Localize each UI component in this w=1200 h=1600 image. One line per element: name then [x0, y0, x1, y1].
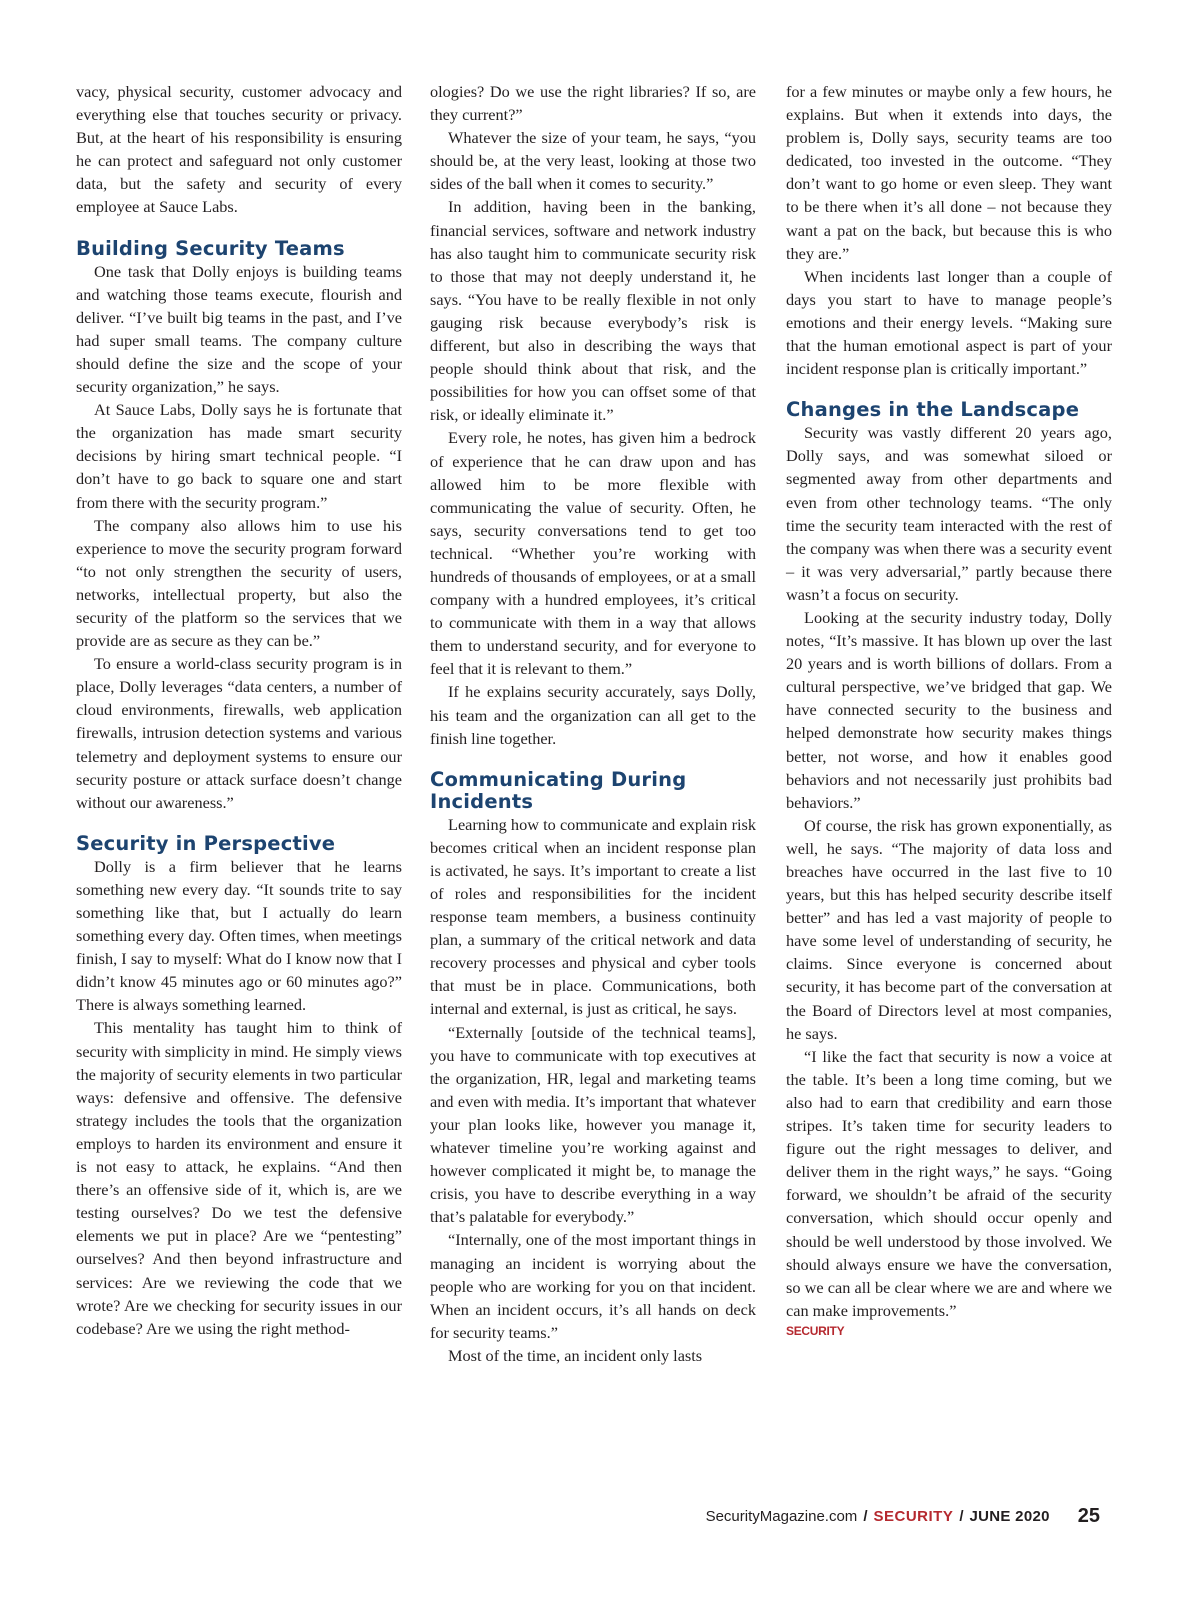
body-paragraph: At Sauce Labs, Dolly says he is fortunate that the organization has made smart security decisions by hiring smart technical people. “I don’t have to go back to square one and start from there with the security program.” [76, 400, 402, 512]
section-heading: Changes in the Landscape [786, 398, 1080, 422]
body-paragraph: “Externally [outside of the technical teams], you have to communicate with top executives at the organization, HR, legal and marketing teams and even with media. It’s important that whatever your plan looks like, however you manage it, whatever timeline you’re working against and however complicated it might be, to manage the crisis, you have to describe everything in a way that’s palatable for everybody.” [430, 1022, 756, 1227]
body-paragraph: Security was vastly different 20 years ago, Dolly says, and was somewhat siloed or segmented away from other departments and even from other technology teams. “The only time the security team interacted with the rest of the company was when there was a security event – it was very adversarial,” partly because there wasn’t a focus on security. [786, 423, 1112, 604]
footer-issue-date: JUNE 2020 [969, 1507, 1050, 1525]
body-paragraph: This mentality has taught him to think of security with simplicity in mind. He simply views the majority of security elements in two particular ways: defensive and offensive. The defensive strategy includes the tools that the organization employs to harden its environment and ensure it is not easy to attack, he explains. “And then there’s an offensive side of it, which is, are we testing ourselves? Do we test the defensive elements we put in place? Are we “pentesting” ourselves? And then beyond infrastructure and services: Are we reviewing the code that we wrote? Are we checking for security issues in our codebase? Are we using the right method- [76, 1018, 402, 1338]
body-paragraph: Looking at the security industry today, Dolly notes, “It’s massive. It has blown up over the last 20 years and is worth billions of dollars. From a cultural perspective, we’ve bridged that gap. We have connected security to the business and helped demonstrate how security makes things better, not worse, and how it enables good behaviors and not necessarily just prohibits bad behaviors.” [786, 607, 1112, 812]
body-paragraph: To ensure a world-class security program is in place, Dolly leverages “data centers, a number of cloud environments, firewalls, web application firewalls, intrusion detection systems and various telemetry and deployment systems to ensure our security posture or attack surface doesn’t change without our awareness.” [76, 654, 402, 812]
section-heading: Communicating During Incidents [430, 767, 687, 813]
footer-separator: / [863, 1507, 868, 1525]
body-paragraph: When incidents last longer than a couple of days you start to have to manage people’s emotions and their energy levels. “Making sure that the human emotional aspect is part of your incident response plan is critically important.” [786, 266, 1112, 379]
body-paragraph: Learning how to communicate and explain risk becomes critical when an incident response plan is activated, he says. It’s important to create a list of roles and responsibilities for the incident response team members, a business continuity plan, a summary of the critical network and data recovery processes and physical and cyber tools that must be in place. Communications, both internal and external, is just as critical, he says. [430, 814, 756, 1019]
column-1 [76, 80, 402, 1340]
body-paragraph: Whatever the size of your team, he says, “you should be, at the very least, looking at those two sides of the ball when it comes to security.” [430, 128, 756, 194]
body-paragraph: One task that Dolly enjoys is building teams and watching those teams execute, flourish and deliver. “I’ve built big teams in the past, and I’ve had super small teams. The company culture should define the size and the scope of your security organization,” he says. [76, 261, 402, 397]
footer-separator: / [959, 1507, 964, 1525]
column-2 [430, 80, 756, 1367]
page-number: 25 [1077, 1504, 1100, 1527]
body-paragraph: If he explains security accurately, says Dolly, his team and the organization can all get to the finish line together. [430, 682, 756, 748]
footer-site: SecurityMagazine.com [705, 1507, 858, 1525]
footer-magazine-name: SECURITY [873, 1507, 954, 1525]
page-footer [600, 1504, 1100, 1528]
body-paragraph: Every role, he notes, has given him a bedrock of experience that he can draw upon and has allowed him to be more flexible with communicating the value of security. Often, he says, security conversations tend to get too technical. “Whether you’re working with hundreds of thousands of employees, or at a small company with a hundred employees, it’s critical to communicate with them in a way that allows them to understand security, and for everyone to feel that it is relevant to them.” [430, 428, 757, 679]
body-paragraph: “Internally, one of the most important things in managing an incident is worrying about the people who are working for you on that incident. When an incident occurs, it’s all hands on deck for security teams.” [430, 1230, 756, 1342]
body-paragraph: In addition, having been in the banking, financial services, software and network industry has also taught him to communicate security risk to those that may not deeply understand it, he says. “You have to be really flexible in not only gauging risk because everybody’s risk is different, but also in describing the ways that people should think about that risk, and the possibilities for how you can offset some of that risk, or ideally eliminate it.” [430, 197, 756, 425]
section-heading: Security in Perspective [76, 831, 336, 855]
column-3 [786, 80, 1112, 1338]
body-paragraph: ologies? Do we use the right libraries? If so, are they current?” [430, 82, 756, 125]
body-paragraph: Of course, the risk has grown exponentially, as well, he says. “The majority of data loss and breaches have occurred in the last five to 10 years, but this has helped security describe itself better” and has led a vast majority of people to have some level of understanding of security, he claims. Since everyone is concerned about security, it has become part of the conversation at the Board of Directors level at most companies, he says. [786, 815, 1112, 1043]
body-paragraph: “I like the fact that security is now a voice at the table. It’s been a long time coming, but we also had to earn that credibility and earn those stripes. It’s taken time for security leaders to figure out the right messages to deliver, and deliver them in the right ways,” he says. “Going forward, we shouldn’t be afraid of the security conversation, which should occur openly and should be well understood by those involved. We should always ensure we have the conversation, so we can all be clear where we are and where we can make improvements.” [786, 1046, 1112, 1320]
end-mark-logo: SECURITY [786, 1323, 845, 1338]
body-paragraph: Dolly is a firm believer that he learns something new every day. “It sounds trite to say something like that, but I actually do learn something every day. Often times, when meetings finish, I say to myself: What do I know now that I didn’t know 45 minutes ago or 60 minutes ago?” There is always something learned. [76, 856, 402, 1015]
section-heading: Building Security Teams [76, 236, 345, 260]
body-paragraph: vacy, physical security, customer advocacy and everything else that touches security or privacy. But, at the heart of his responsibility is ensuring he can protect and safeguard not only customer data, but the safety and security of every employee at Sauce Labs. [76, 82, 402, 217]
body-paragraph: for a few minutes or maybe only a few hours, he explains. But when it extends into days, the problem is, Dolly says, security teams are too dedicated, too invested in the outcome. “They don’t want to go home or even sleep. They want to be there when it’s all done – not because they want a pat on the back, but because this is who they are.” [786, 82, 1112, 263]
body-paragraph: The company also allows him to use his experience to move the security program forward “to not only strengthen the security of users, networks, intellectual property, but also the security of the platform so the services that we provide are as secure as they can be.” [76, 515, 402, 651]
body-paragraph: Most of the time, an incident only lasts [448, 1345, 703, 1365]
